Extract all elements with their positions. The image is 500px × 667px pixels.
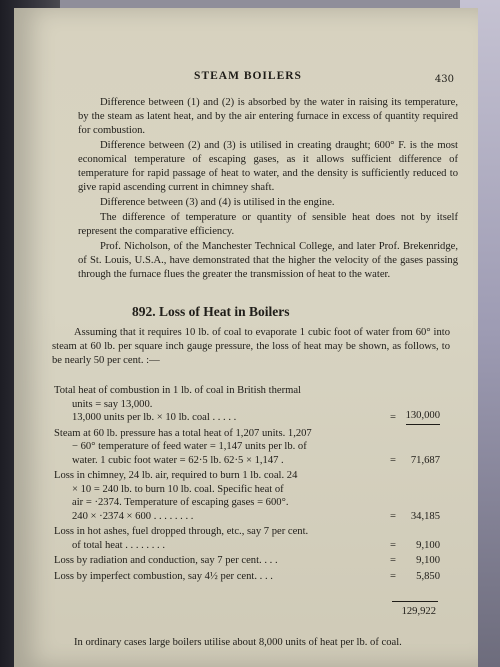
calc-row-ashes	[54, 525, 448, 552]
paragraph: Assuming that it requires 10 lb. of coal to evaporate 1 cubic foot of water from 60° into steam at 60 lb. per square inch gauge pressure, the loss of heat may be shown, as follows, to be nearly 50 per cent. :—	[52, 327, 450, 366]
page-number: 430	[434, 74, 454, 85]
calc-text: units = say 13,000.	[72, 398, 153, 410]
paragraph: In ordinary cases large boilers utilise about 8,000 units of heat per lb. of coal.	[74, 637, 402, 648]
running-header	[34, 70, 462, 90]
calc-text: air = ·2374. Temperature of escaping gases = 600°.	[72, 497, 289, 508]
calc-value: 9,100	[416, 555, 440, 566]
calc-value: 130,000	[406, 409, 440, 425]
page-content	[34, 8, 462, 667]
paragraph: Difference between (1) and (2) is absorbed by the water in raising its temperature, by the steam as latent heat, and by the air entering furnace in excess of quantity required for combustion.	[78, 97, 458, 136]
closing-paragraph	[52, 636, 450, 650]
calc-text: Loss by radiation and conduction, say 7 per cent. . . .	[54, 555, 278, 566]
section-heading: 892. Loss of Heat in Boilers	[132, 304, 290, 319]
calc-text: of total heat . . . . . . . .	[72, 539, 165, 551]
paragraph: Prof. Nicholson, of the Manchester Technical College, and later Prof. Brekenridge, of St. Louis, U.S.A., have demonstrated that the higher the velocity of the gases passing through the furnace flues the greater the transmission of heat to the water.	[78, 241, 458, 280]
total-rule	[392, 601, 438, 602]
calc-text: water. 1 cubic foot water = 62·5 lb. 62·5 × 1,147 .	[72, 454, 284, 466]
section-intro	[52, 326, 450, 368]
equals-sign: =	[390, 454, 396, 466]
page-header-title: STEAM BOILERS	[194, 70, 302, 82]
top-paragraphs	[78, 96, 458, 283]
calc-text: Steam at 60 lb. pressure has a total heat of 1,207 units. 1,207	[54, 427, 312, 439]
calc-value: 34,185	[410, 510, 440, 522]
calc-text: Loss in chimney, 24 lb. air, required to burn 1 lb. coal. 24	[54, 470, 298, 481]
calc-row-chimney	[54, 469, 448, 523]
calc-row-imperfect-combustion	[54, 570, 448, 584]
equals-sign: =	[390, 510, 396, 522]
calc-text: 240 × ·2374 × 600 . . . . . . . .	[72, 510, 194, 522]
calc-row-total-heat	[54, 384, 448, 425]
equals-sign: =	[390, 539, 396, 551]
equals-sign: =	[390, 555, 396, 566]
calc-value: 9,100	[416, 539, 440, 551]
calc-row-radiation	[54, 554, 448, 568]
heat-loss-calculation	[54, 384, 448, 583]
calc-row-steam	[54, 427, 448, 468]
equals-sign: =	[390, 570, 396, 582]
calc-value: 71,687	[410, 454, 440, 466]
calc-value: 5,850	[416, 570, 440, 582]
calc-text: × 10 = 240 lb. to burn 10 lb. coal. Specific heat of	[72, 483, 284, 495]
book-page	[14, 8, 478, 667]
grand-total: 129,922	[401, 606, 436, 617]
calc-text: − 60° temperature of feed water = 1,147 units per lb. of	[72, 441, 307, 452]
paragraph: Difference between (2) and (3) is utilised in creating draught; 600° F. is the most economical temperature of escaping gases, as it allows sufficient difference of temperature for rapid passage of heat to water, and the density is sufficiently reduced to give rapid ascending current in chimney shaft.	[78, 140, 458, 193]
calc-text: Total heat of combustion in 1 lb. of coal in British thermal	[54, 385, 301, 396]
calc-text: 13,000 units per lb. × 10 lb. coal . . . . .	[72, 412, 237, 423]
calc-text: Loss by imperfect combustion, say 4½ per cent. . . .	[54, 570, 273, 582]
calc-text: Loss in hot ashes, fuel dropped through, etc., say 7 per cent.	[54, 526, 309, 537]
paragraph: Difference between (3) and (4) is utilised in the engine.	[100, 197, 335, 208]
paragraph: The difference of temperature or quantity of sensible heat does not by itself represent the comparative efficiency.	[78, 212, 458, 237]
equals-sign: =	[390, 412, 396, 423]
